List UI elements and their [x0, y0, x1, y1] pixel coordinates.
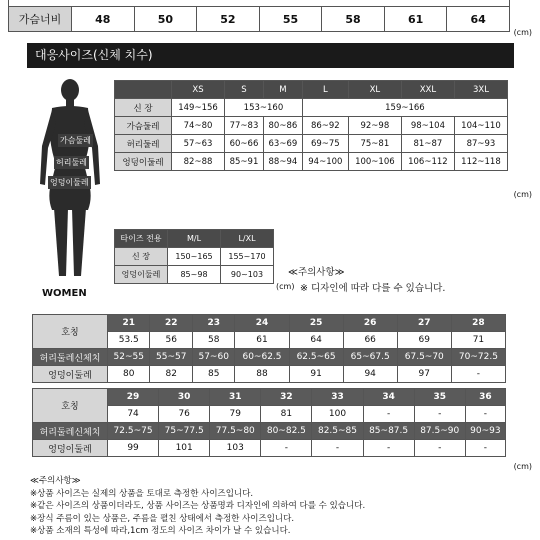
table-cell: 56 — [150, 332, 192, 349]
table-cell: - — [261, 440, 312, 457]
table-cell: 65~67.5 — [343, 349, 397, 366]
size-header: M — [263, 81, 302, 99]
height-label: 신 장 — [115, 99, 172, 117]
table-cell: - — [465, 440, 505, 457]
pants-size-header-row — [33, 389, 506, 406]
table-cell: 94~100 — [302, 153, 348, 171]
chest-width-row — [9, 7, 510, 32]
table-cell: 103 — [210, 440, 261, 457]
table-cell: 91 — [289, 366, 343, 383]
table-cell: 60~62.5 — [235, 349, 289, 366]
size-header: S — [225, 81, 264, 99]
size-header: 32 — [261, 389, 312, 406]
pants-table-unit: (cm) — [513, 462, 532, 471]
hip-label: 엉덩이둘레 — [50, 178, 89, 187]
size-header: 31 — [210, 389, 261, 406]
size-header: 27 — [397, 315, 451, 332]
size-header: 33 — [312, 389, 363, 406]
row-label: 가슴둘레 — [115, 117, 172, 135]
pants-header-label: 호칭 — [33, 315, 108, 349]
row-label: 엉덩이둘레 — [115, 153, 172, 171]
table-cell: 85 — [192, 366, 234, 383]
size-header: 25 — [289, 315, 343, 332]
table-cell: 58 — [192, 332, 234, 349]
chest-width-value: 50 — [134, 7, 197, 32]
note-line: ※장식 주름이 있는 상품은, 주름을 펼친 상태에서 측정한 사이즈입니다. — [30, 513, 295, 524]
table-cell: - — [451, 366, 505, 383]
size-header: 34 — [363, 389, 414, 406]
size-header: XL — [348, 81, 401, 99]
pants-size-table-2 — [32, 388, 506, 457]
height-row — [115, 99, 508, 117]
table-row — [115, 117, 508, 135]
table-cell: 82.5~85 — [312, 423, 363, 440]
table-cell: 81 — [261, 406, 312, 423]
size-header: 36 — [465, 389, 505, 406]
table-cell: 87~93 — [454, 135, 507, 153]
tights-table-unit: (cm) — [276, 282, 295, 291]
size-header: 29 — [108, 389, 159, 406]
table-cell: 77.5~80 — [210, 423, 261, 440]
notes-title: ≪주의사항≫ — [30, 476, 81, 486]
table-row — [115, 153, 508, 171]
table-cell: 75~77.5 — [159, 423, 210, 440]
table-cell: 150~165 — [168, 248, 221, 266]
row-label: 엉덩이둘레 — [115, 266, 168, 284]
tights-size-table — [114, 229, 274, 284]
table-cell: 55~57 — [150, 349, 192, 366]
table-cell: 63~69 — [263, 135, 302, 153]
table-row — [33, 349, 506, 366]
table-cell: 100 — [312, 406, 363, 423]
size-header: L — [302, 81, 348, 99]
tights-header-label: 타이즈 전용 — [115, 230, 168, 248]
table-cell: 80~86 — [263, 117, 302, 135]
size-header: XXL — [401, 81, 454, 99]
table-cell: 57~63 — [172, 135, 225, 153]
table-cell: 57~60 — [192, 349, 234, 366]
table-cell: 75~81 — [348, 135, 401, 153]
row-label: 허리둘레신체치 — [33, 423, 108, 440]
table-cell: 98~104 — [401, 117, 454, 135]
tights-header-row — [115, 230, 274, 248]
size-header: 22 — [150, 315, 192, 332]
table-cell: 64 — [289, 332, 343, 349]
table-cell: 92~98 — [348, 117, 401, 135]
table-cell: 99 — [108, 440, 159, 457]
table-cell: 88 — [235, 366, 289, 383]
table-cell: - — [414, 406, 465, 423]
section-header: 대응사이즈(신체 치수) — [27, 43, 514, 68]
table-cell: - — [363, 406, 414, 423]
height-value: 153~160 — [225, 99, 303, 117]
table-cell: 81~87 — [401, 135, 454, 153]
size-header-row — [115, 81, 508, 99]
table-row — [115, 135, 508, 153]
table-cell: 88~94 — [263, 153, 302, 171]
tights-note: ※ 디자인에 따라 다를 수 있습니다. — [300, 283, 446, 294]
table-cell: 94 — [343, 366, 397, 383]
table-cell: 74 — [108, 406, 159, 423]
table-cell: 97 — [397, 366, 451, 383]
row-label: 신 장 — [115, 248, 168, 266]
note-line: ※같은 사이즈의 상품이더라도, 상품 사이즈는 상품명과 디자인에 의하여 다를 수 있습니다. — [30, 501, 366, 511]
table-cell: 85~87.5 — [363, 423, 414, 440]
size-header: XS — [172, 81, 225, 99]
table-cell: 71 — [451, 332, 505, 349]
table-cell: 155~170 — [221, 248, 274, 266]
row-label: 허리둘레신체치 — [33, 349, 108, 366]
table-cell: 100~106 — [348, 153, 401, 171]
table-cell: 82~88 — [172, 153, 225, 171]
table-cell: 79 — [210, 406, 261, 423]
table-row — [115, 248, 274, 266]
size-header: 35 — [414, 389, 465, 406]
table-cell: 66 — [343, 332, 397, 349]
size-header: 3XL — [454, 81, 507, 99]
chest-width-value: 52 — [197, 7, 260, 32]
table-cell: 61 — [235, 332, 289, 349]
table-row — [33, 440, 506, 457]
size-header: 30 — [159, 389, 210, 406]
chest-width-label: 가슴너비 — [9, 7, 72, 32]
height-value: 149~156 — [172, 99, 225, 117]
table-row — [33, 366, 506, 383]
top-table-unit: (cm) — [513, 28, 532, 37]
table-cell: 86~92 — [302, 117, 348, 135]
table-cell: 90~93 — [465, 423, 505, 440]
row-label: 허리둘레 — [115, 135, 172, 153]
table-cell: 53.5 — [108, 332, 150, 349]
chest-width-value: 64 — [447, 7, 510, 32]
waist-label: 허리둘레 — [56, 158, 87, 167]
notes-section — [30, 475, 365, 538]
tights-note-title: ≪주의사항≫ — [288, 267, 345, 278]
top-size-table — [8, 0, 510, 32]
size-header: M/L — [168, 230, 221, 248]
table-cell: 69~75 — [302, 135, 348, 153]
size-header: 23 — [192, 315, 234, 332]
table-cell: 76 — [159, 406, 210, 423]
note-line: ※상품 사이즈는 실제의 상품을 토대로 측정한 사이즈입니다. — [30, 488, 254, 499]
table-cell: - — [465, 406, 505, 423]
pants-size-table-1 — [32, 314, 506, 383]
table-cell: 69 — [397, 332, 451, 349]
table-row — [115, 266, 274, 284]
table-cell: 85~98 — [168, 266, 221, 284]
table-cell: 74~80 — [172, 117, 225, 135]
pants-size-header-row — [33, 315, 506, 332]
table-cell: 80~82.5 — [261, 423, 312, 440]
table-cell: 82 — [150, 366, 192, 383]
size-header: 26 — [343, 315, 397, 332]
table-cell: 72.5~75 — [108, 423, 159, 440]
table-cell: 62.5~65 — [289, 349, 343, 366]
chest-width-value: 55 — [259, 7, 322, 32]
table-cell: 104~110 — [454, 117, 507, 135]
note-line: ※상품 소재의 특성에 따라,1cm 정도의 사이즈 차이가 날 수 있습니다. — [30, 526, 291, 536]
body-table-unit: (cm) — [513, 190, 532, 199]
table-cell: 106~112 — [401, 153, 454, 171]
chest-width-value: 58 — [322, 7, 385, 32]
size-header: 21 — [108, 315, 150, 332]
women-label: WOMEN — [42, 288, 87, 299]
row-label: 엉덩이둘레 — [33, 440, 108, 457]
table-cell: 70~72.5 — [451, 349, 505, 366]
size-header: L/XL — [221, 230, 274, 248]
table-cell: 67.5~70 — [397, 349, 451, 366]
table-cell: 101 — [159, 440, 210, 457]
table-row — [33, 423, 506, 440]
table-cell: - — [363, 440, 414, 457]
table-cell: 60~66 — [225, 135, 264, 153]
table-cell: 85~91 — [225, 153, 264, 171]
chest-width-value: 48 — [72, 7, 135, 32]
pants-header-label: 호칭 — [33, 389, 108, 423]
table-cell: 87.5~90 — [414, 423, 465, 440]
table-cell: - — [414, 440, 465, 457]
bust-label: 가슴둘레 — [60, 136, 91, 145]
chest-width-value: 61 — [384, 7, 447, 32]
table-cell: 52~55 — [108, 349, 150, 366]
table-cell: - — [312, 440, 363, 457]
table-cell: 112~118 — [454, 153, 507, 171]
table-cell: 80 — [108, 366, 150, 383]
table-cell: 77~83 — [225, 117, 264, 135]
height-value: 159~166 — [302, 99, 507, 117]
size-header: 24 — [235, 315, 289, 332]
body-size-table — [114, 80, 508, 171]
row-label: 엉덩이둘레 — [33, 366, 108, 383]
size-header: 28 — [451, 315, 505, 332]
table-cell: 90~103 — [221, 266, 274, 284]
